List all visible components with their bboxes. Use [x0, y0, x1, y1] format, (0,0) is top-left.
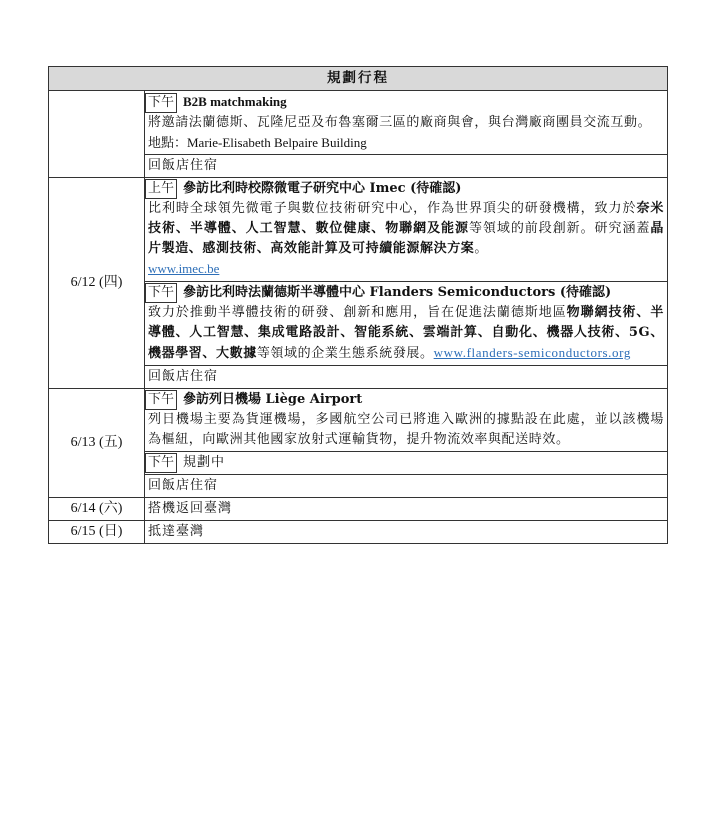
table-row [49, 498, 668, 521]
date-cell-0615: 6/15 (日) [49, 521, 145, 544]
table-header-row [49, 67, 668, 91]
day-text: 抵達臺灣 [145, 521, 668, 544]
hotel-note: 回飯店住宿 [145, 155, 668, 178]
date-cell-0612: 6/12 (四) [49, 178, 145, 389]
table-row [49, 521, 668, 544]
imec-link[interactable]: www.imec.be [148, 261, 220, 276]
table-row [49, 91, 668, 155]
table-header: 規劃行程 [49, 67, 668, 91]
session-description: 致力於推動半導體技術的研發、創新和應用，旨在促進法蘭德斯地區物聯網技術、半導體、人工智慧、集成電路設計、智能系統、雲端計算、自動化、機器人技術、5G、機器學習、大數據等領域的企業生態系統發展。www.flanders-semiconductors.org [148, 305, 664, 361]
date-cell-0613: 6/13 (五) [49, 389, 145, 498]
session-title: B2B matchmaking [183, 94, 287, 109]
session-liege [145, 389, 668, 452]
table-row [49, 178, 668, 282]
session-description: 列日機場主要為貨運機場，多國航空公司已將進入歐洲的據點設在此處，並以該機場為樞紐，向歐洲其他國家放射式運輸貨物，提升物流效率與配送時效。 [148, 412, 664, 447]
session-planning [145, 452, 668, 475]
session-location: 地點：Marie-Elisabeth Belpaire Building [148, 135, 367, 150]
session-tag: 下午 [145, 93, 177, 113]
session-tag: 下午 [145, 453, 177, 473]
session-b2b [145, 91, 668, 155]
flanders-link[interactable]: www.flanders-semiconductors.org [433, 345, 631, 360]
session-tag: 上午 [145, 179, 177, 199]
hotel-note: 回飯店住宿 [145, 475, 668, 498]
day-text: 搭機返回臺灣 [145, 498, 668, 521]
itinerary-table [48, 66, 668, 544]
session-description: 將邀請法蘭德斯、瓦隆尼亞及布魯塞爾三區的廠商與會，與台灣廠商團員交流互動。 [148, 115, 652, 130]
session-imec [145, 178, 668, 282]
hotel-note: 回飯店住宿 [145, 366, 668, 389]
session-title: 參訪比利時法蘭德斯半導體中心 Flanders Semiconductors (待確認) [183, 285, 612, 300]
session-title: 參訪比利時校際微電子研究中心 Imec (待確認) [183, 181, 462, 196]
session-text: 規劃中 [183, 455, 226, 470]
session-title: 參訪列日機場 Liège Airport [183, 392, 363, 407]
session-description: 比利時全球領先微電子與數位技術研究中心，作為世界頂尖的研發機構，致力於奈米技術、半導體、人工智慧、數位健康、物聯網及能源等領域的前段創新。研究涵蓋晶片製造、感測技術、高效能計算及可持續能源解決方案。 [148, 201, 664, 256]
date-cell-0614: 6/14 (六) [49, 498, 145, 521]
session-tag: 下午 [145, 283, 177, 303]
session-flanders [145, 282, 668, 366]
date-cell-empty [49, 91, 145, 178]
session-tag: 下午 [145, 390, 177, 410]
table-row [49, 389, 668, 452]
